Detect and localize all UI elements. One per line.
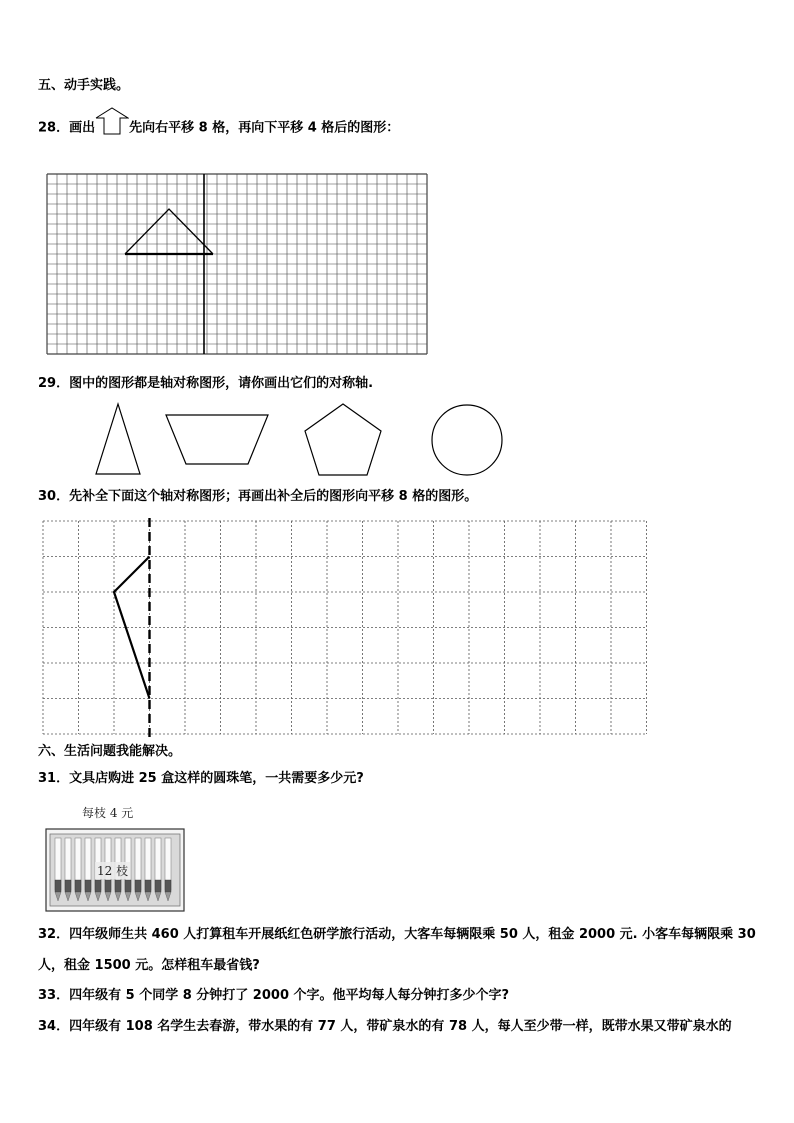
q29-shapes [90, 400, 510, 480]
pen-box-label: 12 枝 [97, 864, 129, 878]
question-33: 33．四年级有 5 个同学 8 分钟打了 2000 个字。他平均每人每分钟打多少个字? [38, 988, 510, 1003]
q28-number: 28． [38, 120, 70, 136]
triangle-shape [96, 404, 140, 474]
circle-shape [432, 405, 502, 475]
q30-grid [42, 518, 650, 740]
house-shape-icon [95, 120, 129, 136]
question-30: 30．先补全下面这个轴对称图形；再画出补全后的图形向平移 8 格的图形。 [38, 489, 478, 504]
question-28 [38, 120, 399, 137]
q28-post-text: 先向右平移 8 格，再向下平移 4 格后的图形： [129, 120, 400, 136]
house-roof-figure [125, 209, 213, 254]
section-5-heading: 五、动手实践。 [38, 78, 130, 93]
question-29: 29．图中的图形都是轴对称图形，请你画出它们的对称轴. [38, 376, 374, 391]
trapezoid-shape [166, 415, 268, 464]
pentagon-shape [305, 404, 381, 475]
question-32-line-1: 32．四年级师生共 460 人打算租车开展纸红色研学旅行活动，大客车每辆限乘 50 人，租金 2000 元. 小客车每辆限乘 30 [38, 927, 756, 942]
question-34: 34．四年级有 108 名学生去春游，带水果的有 77 人，带矿泉水的有 78 人，每人至少带一样，既带水果又带矿泉水的 [38, 1019, 732, 1034]
pen-box-image [45, 828, 185, 912]
pen-price-label: 每枝 4 元 [82, 806, 134, 820]
question-31: 31．文具店购进 25 盒这样的圆珠笔，一共需要多少元? [38, 771, 364, 786]
question-32-line-2: 人，租金 1500 元。怎样租车最省钱? [38, 958, 260, 973]
q28-grid [46, 173, 430, 357]
section-6-heading: 六、生活问题我能解决。 [38, 744, 182, 759]
q28-pre-text: 画出 [69, 120, 96, 136]
